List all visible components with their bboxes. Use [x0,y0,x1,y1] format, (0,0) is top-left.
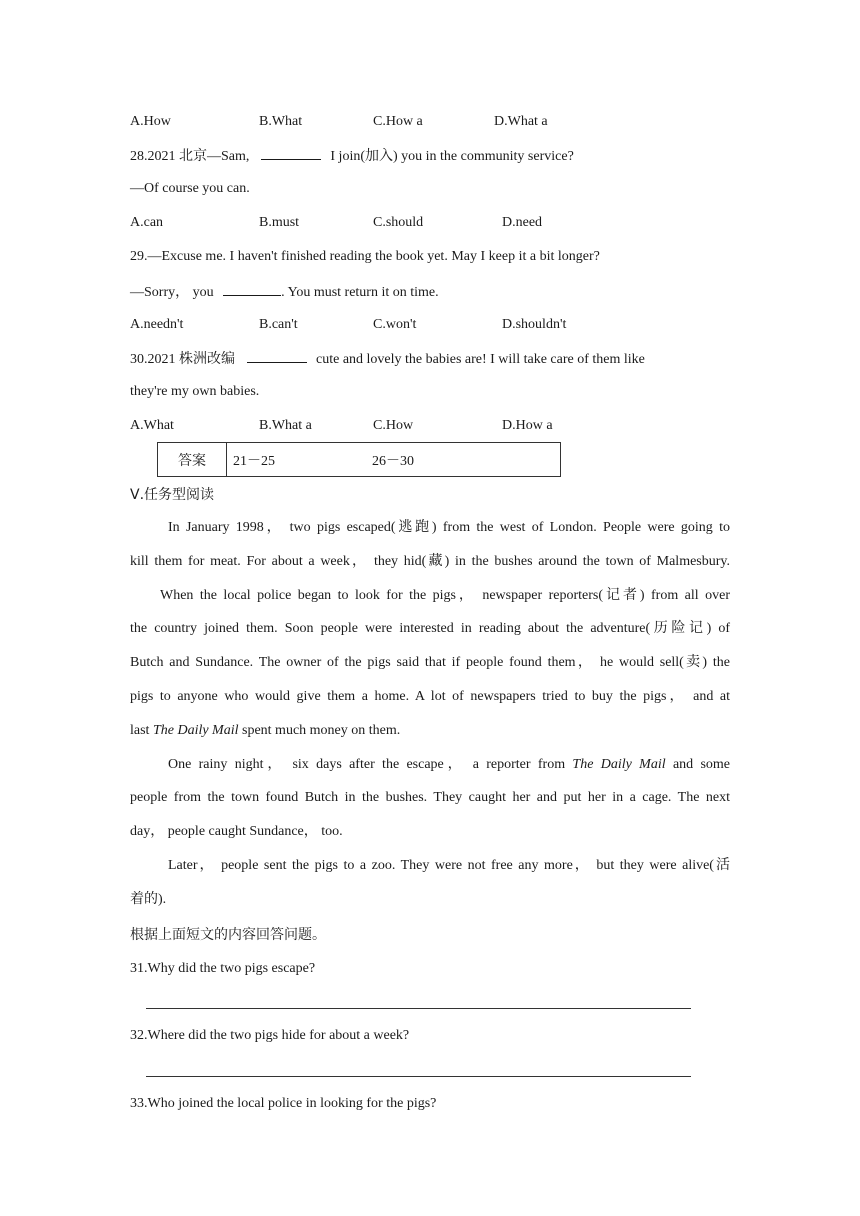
q27-option-d: D.What a [494,114,548,129]
answer-line-31[interactable] [146,1008,691,1009]
q29-option-b: B.can't [259,317,298,332]
question-33: 33.Who joined the local police in looking for the pigs? [130,1096,437,1111]
q30-prefix: 30.2021 株洲改编 [130,352,235,367]
q28-blank [261,145,321,160]
passage-p3-line2: people from the town found Butch in the bushes. They caught her and put her in a cage. The next [130,790,730,806]
section-title: Ⅴ.任务型阅读 [130,487,215,503]
q30-option-d: D.How a [502,418,553,433]
q27-options [130,112,730,132]
passage-p1-line2: kill them for meat. For about a week， they hid(藏) in the bushes around the town of Malmesbury. [130,553,730,569]
passage-p2-line3: Butch and Sundance. The owner of the pigs said that if people found them， he would sell(卖) the [130,655,730,671]
q27-option-a: A.How [130,114,171,129]
question-31: 31.Why did the two pigs escape? [130,961,316,976]
passage [130,511,730,917]
answer-table [157,442,561,477]
passage-p4-line1: Later， people sent the pigs to a zoo. They were not free any more， but they were alive(活 [168,857,730,873]
q29-blank [223,281,281,296]
q27-option-b: B.What [259,114,303,129]
q28-option-b: B.must [259,215,300,230]
instruction: 根据上面短文的内容回答问题。 [130,927,326,943]
q28-option-d: D.need [502,215,543,230]
q30-options [130,416,730,436]
passage-p3-line1: One rainy night， six days after the escape， a reporter from The Daily Mail and some [168,756,731,772]
q28-option-a: A.can [130,215,164,230]
newspaper-name: The Daily Mail [152,722,239,738]
answer-line-32[interactable] [146,1076,691,1077]
answer-range-26-30: 26－30 [372,453,414,469]
q28-option-c: C.should [373,215,424,230]
answer-table-label: 答案 [158,443,227,477]
passage-p2-line5: last The Daily Mail spent much money on them. [130,722,401,738]
q30-blank [247,348,307,363]
passage-p3-line3: day， people caught Sundance， too. [130,824,343,840]
q29-reply-prefix: —Sorry， you [130,285,214,300]
answer-table-ranges [227,443,561,477]
passage-p1-line1: In January 1998， two pigs escaped(逃跑) from the west of London. People were going to [168,520,730,535]
q29-option-a: A.needn't [130,317,184,332]
q29-option-c: C.won't [373,317,417,332]
q27-option-c: C.How a [373,114,423,129]
q28-options [130,213,730,233]
q30-option-c: C.How [373,418,414,433]
q30-option-a: A.What [130,418,174,433]
q29-options [130,315,730,335]
q29-stem: 29.—Excuse me. I haven't finished reading the book yet. May I keep it a bit longer? [130,249,600,264]
q30-option-b: B.What a [259,418,312,433]
answer-range-21-25: 21－25 [233,453,275,469]
q28-reply: —Of course you can. [130,181,250,196]
passage-p2-line1: When the local police began to look for the pigs， newspaper reporters(记者) from all over [160,587,730,603]
q29-option-d: D.shouldn't [502,317,567,332]
q30-suffix: cute and lovely the babies are! I will take care of them like [316,352,645,367]
q28-prefix: 28.2021 北京—Sam, [130,149,250,164]
q28-stem [130,145,574,167]
q29-reply-suffix: . You must return it on time. [281,285,439,300]
q30-stem [130,348,645,370]
newspaper-name: The Daily Mail [572,756,666,772]
passage-p2-line4: pigs to anyone who would give them a home. A lot of newspapers tried to buy the pigs， and at [130,688,730,704]
passage-p4-line2: 着的). [130,891,167,907]
q28-suffix: I join(加入) you in the community service? [330,149,574,164]
question-32: 32.Where did the two pigs hide for about a week? [130,1028,410,1043]
q30-line2: they're my own babies. [130,384,260,399]
passage-p2-line2: the country joined them. Soon people were interested in reading about the adventure(历险记) of [130,621,730,637]
q29-reply [130,281,439,303]
